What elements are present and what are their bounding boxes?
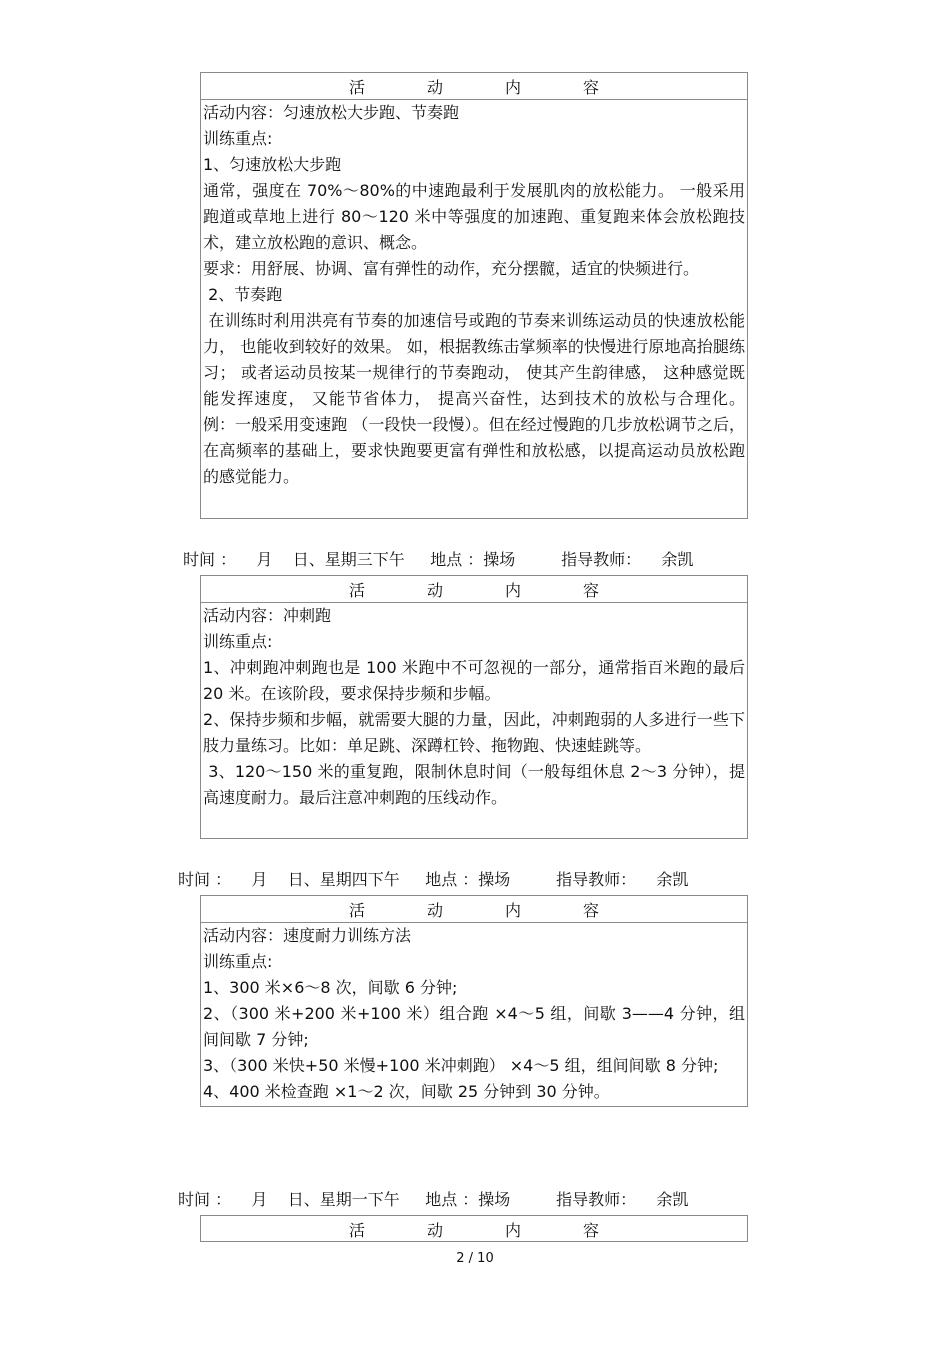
- training-item: 2、（300 米+200 米+100 米）组合跑 ×4～5 组，间歇 3——4 分钟，组间间歇 7 分钟;: [203, 1004, 745, 1049]
- activity-content: 活动内容：速度耐力训练方法: [203, 926, 412, 945]
- training-item: 3、（300 米快+50 米慢+100 米冲刺跑） ×4～5 组，组间间歇 8 分钟;: [203, 1056, 719, 1075]
- training-item: 4、400 米检查跑 ×1～2 次，间歇 25 分钟到 30 分钟。: [203, 1082, 610, 1101]
- paragraph: 在训练时利用洪亮有节奏的加速信号或跑的节奏来训练运动员的快速放松能力， 也能收到较好的效果。 如，根据教练击掌频率的快慢进行原地高抬腿练习； 或者运动员按某一规律行的节奏跑动， 使其产生韵律感， 这种感觉既能发挥速度， 又能节省体力， 提高兴奋性，达到技术的放松与合理化。 例：一般采用变速跑 （一段快一段慢）。但在经过慢跑的几步放松调节之后，在高频率的基础上，要求快跑要更富有弹性和放松感，以提高运动员放松跑的感觉能力。: [203, 311, 751, 486]
- header-char: 内: [504, 1220, 521, 1240]
- paragraph: 要求：用舒展、协调、富有弹性的动作，充分摆髋，适宜的快频进行。: [203, 259, 700, 278]
- paragraph: 3、120～150 米的重复跑，限制休息时间（一般每组休息 2～3 分钟），提高速度耐力。最后注意冲刺跑的压线动作。: [203, 762, 745, 807]
- item-heading: 1、匀速放松大步跑: [203, 155, 342, 174]
- header-char: 容: [582, 77, 599, 97]
- training-item: 1、300 米×6～8 次，间歇 6 分钟;: [203, 978, 458, 997]
- table-body: [201, 100, 751, 492]
- header-char: 容: [582, 1220, 599, 1240]
- item-heading: 2、节奏跑: [203, 285, 283, 304]
- header-char: 活: [348, 1220, 365, 1240]
- table-body: [201, 923, 747, 1107]
- activity-content: 活动内容：冲刺跑: [203, 606, 332, 625]
- paragraph: 2、保持步频和步幅，就需要大腿的力量，因此，冲刺跑弱的人多进行一些下肢力量练习。比如：单足跳、深蹲杠铃、拖物跑、快速蛙跳等。: [203, 710, 745, 755]
- activity-table-1: [200, 72, 751, 519]
- header-char: 容: [582, 580, 599, 600]
- table-header: [201, 896, 747, 923]
- header-char: 动: [426, 900, 443, 920]
- table-body: [201, 603, 747, 813]
- header-char: 活: [348, 580, 365, 600]
- training-focus-label: 训练重点:: [203, 952, 273, 971]
- header-char: 动: [426, 580, 443, 600]
- table-header: [201, 1216, 747, 1242]
- activity-table-4: [200, 1215, 748, 1242]
- header-char: 动: [426, 77, 443, 97]
- training-focus-label: 训练重点:: [203, 129, 273, 148]
- schedule-info: 时间 ： 月 日、星期三下午 地点 ：操场 指导教师： 余凯: [183, 550, 694, 569]
- header-char: 容: [582, 900, 599, 920]
- page-number: 2 / 10: [456, 1251, 494, 1266]
- activity-table-2: [200, 575, 748, 839]
- header-char: 动: [426, 1220, 443, 1240]
- paragraph: 通常，强度在 70%～80%的中速跑最利于发展肌肉的放松能力。 一般采用跑道或草地上进行 80～120 米中等强度的加速跑、重复跑来体会放松跑技术，建立放松跑的意识、概念。: [203, 181, 745, 252]
- schedule-info: 时间 ： 月 日、星期一下午 地点 ：操场 指导教师： 余凯: [178, 1190, 689, 1209]
- table-header: [201, 576, 747, 603]
- training-focus-label: 训练重点:: [203, 632, 273, 651]
- schedule-info: 时间 ： 月 日、星期四下午 地点 ：操场 指导教师： 余凯: [178, 870, 689, 889]
- header-char: 活: [348, 900, 365, 920]
- header-char: 内: [504, 580, 521, 600]
- header-char: 内: [504, 77, 521, 97]
- header-char: 活: [348, 77, 365, 97]
- activity-content: 活动内容：匀速放松大步跑、节奏跑: [203, 103, 460, 122]
- table-header: [201, 73, 747, 100]
- header-char: 内: [504, 900, 521, 920]
- activity-table-3: [200, 895, 748, 1107]
- paragraph: 1、冲刺跑冲刺跑也是 100 米跑中不可忽视的一部分，通常指百米跑的最后 20 米。在该阶段，要求保持步频和步幅。: [203, 658, 745, 703]
